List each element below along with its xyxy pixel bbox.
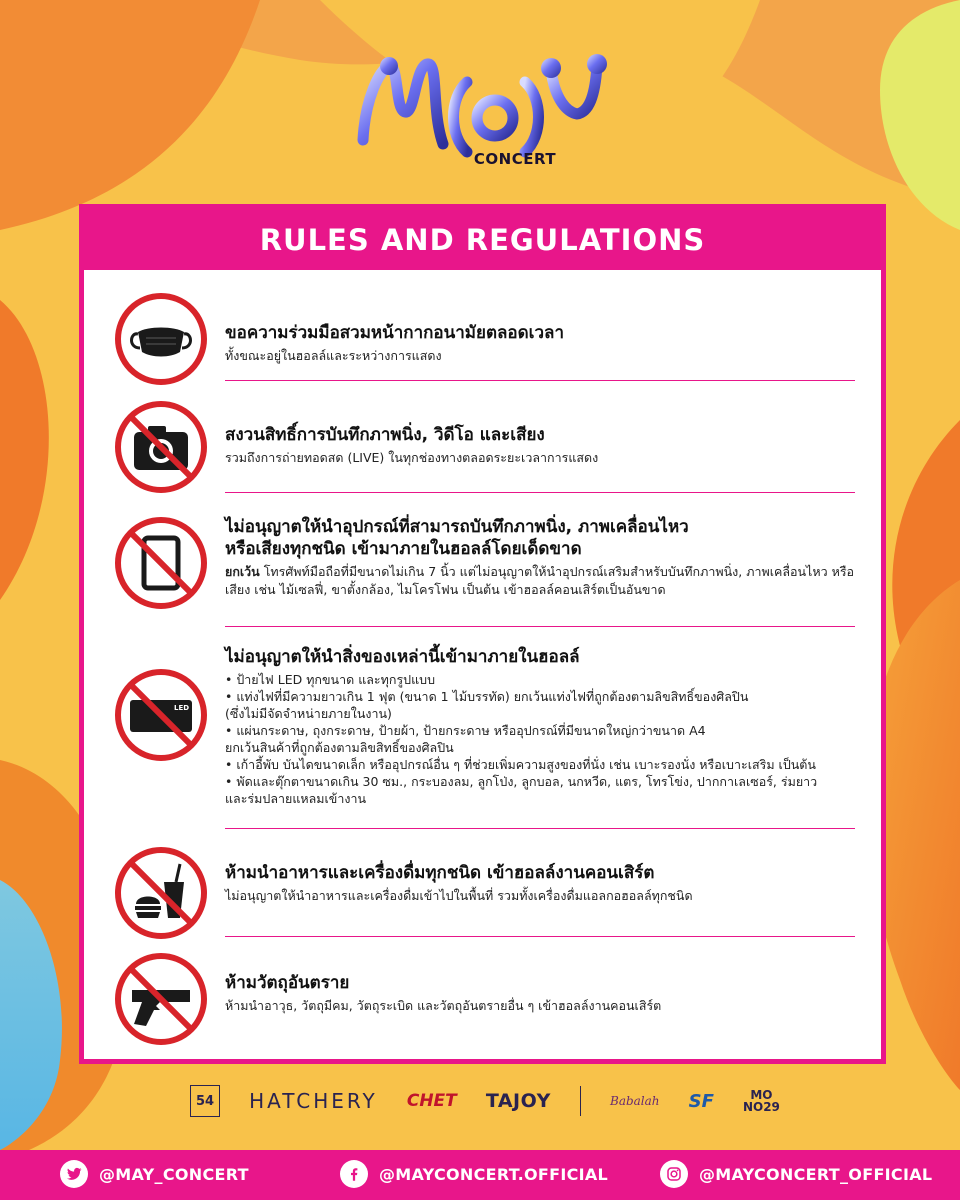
rule-description: ห้ามนำอาวุธ, วัตถุมีคม, วัตถุระเบิด และวัตถุอันตรายอื่น ๆ เข้าฮอลล์งานคอนเสิร์ต xyxy=(225,998,662,1013)
list-item: • พัดและตุ๊กตาขนาดเกิน 30 ซม., กระบองลม, ลูกโป่ง, ลูกบอล, นกหวีด, แตร, โทรโข่ง, ปากกาเลเซอร์, ร่มยาว และร่มปลายแหลมเข้างาน xyxy=(225,774,818,806)
rule-description: รวมถึงการถ่ายทอดสด (LIVE) ในทุกช่องทางตลอดระยะเวลาการแสดง xyxy=(225,450,599,465)
led-icon-label: LED xyxy=(174,704,190,712)
sponsor-hatchery-logo: HATCHERY xyxy=(249,1089,378,1113)
rule-description: ทั้งขณะอยู่ในฮอลล์และระหว่างการแสดง xyxy=(225,348,442,363)
rules-card xyxy=(79,204,886,1064)
sponsor-54-logo: 54 xyxy=(190,1085,220,1117)
rule-text xyxy=(225,862,861,905)
list-item: • แท่งไฟที่มีความยาวเกิน 1 ฟุต (ขนาด 1 ไม้บรรทัด) ยกเว้นแท่งไฟที่ถูกต้องตามลิขสิทธิ์ของศิลปิน (ซึ่งไม่มีจัดจำหน่ายภายในงาน) xyxy=(225,689,749,721)
sponsor-chet-logo: CHET xyxy=(406,1091,457,1111)
rule-title: ห้ามนำอาหารและเครื่องดื่มทุกชนิด เข้าฮอลล์งานคอนเสิร์ต xyxy=(225,863,655,883)
divider xyxy=(225,492,855,493)
list-item: • ป้ายไฟ LED ทุกขนาด และทุกรูปแบบ xyxy=(225,672,436,687)
no-tablet-icon xyxy=(114,516,208,610)
divider xyxy=(225,626,855,627)
mono-bottom: NO29 xyxy=(742,1100,780,1114)
rule-text xyxy=(225,516,861,599)
logo-subtitle: CONCERT xyxy=(473,150,557,168)
rule-title: ไม่อนุญาตให้นำอุปกรณ์ที่สามารถบันทึกภาพนิ่ง, ภาพเคลื่อนไหว หรือเสียงทุกชนิด เข้ามาภายในฮอลล์โดยเด็ดขาด xyxy=(225,517,689,559)
rule-exception-label: ยกเว้น xyxy=(225,564,260,579)
twitter-icon xyxy=(60,1160,88,1188)
sponsor-sf-logo: SF xyxy=(688,1090,714,1112)
facebook-icon xyxy=(340,1160,368,1188)
divider xyxy=(225,936,855,937)
sponsor-divider xyxy=(580,1086,581,1116)
rule-exception-text: โทรศัพท์มือถือที่มีขนาดไม่เกิน 7 นิ้ว แต่ไม่อนุญาตให้นำอุปกรณ์เสริมสำหรับบันทึกภาพนิ่ง, ภาพเคลื่อนไหว หรือเสียง เช่น ไม้เซลฟี่, ขาตั้งกล้อง, ไมโครโฟน เป็นต้น เข้าฮอลล์คอนเสิร์ตเป็นอันขาด xyxy=(225,564,855,597)
rule-title: สงวนสิทธิ์การบันทึกภาพนิ่ง, วิดีโอ และเสียง xyxy=(225,425,545,445)
sponsor-babalah-logo: Babalah xyxy=(610,1094,660,1108)
instagram-handle: @MAYCONCERT_OFFICIAL xyxy=(699,1164,933,1184)
no-led-sign-icon xyxy=(114,668,208,762)
rule-text xyxy=(225,322,861,365)
rule-description xyxy=(225,563,861,599)
rules-card-title: RULES AND REGULATIONS xyxy=(259,222,706,257)
twitter-handle: @MAY_CONCERT xyxy=(99,1164,249,1184)
rules-list xyxy=(84,270,881,1059)
rule-title: ขอความร่วมมือสวมหน้ากากอนามัยตลอดเวลา xyxy=(225,323,565,343)
facebook-link[interactable] xyxy=(340,1160,608,1188)
twitter-link[interactable] xyxy=(60,1160,249,1188)
rule-title: ไม่อนุญาตให้นำสิ่งของเหล่านี้เข้ามาภายในฮอลล์ xyxy=(225,647,580,667)
instagram-icon xyxy=(660,1160,688,1188)
rule-title: ห้ามวัตถุอันตราย xyxy=(225,973,350,993)
list-item: • เก้าอี้พับ บันไดขนาดเล็ก หรืออุปกรณ์อื่น ๆ ที่ช่วยเพิ่มความสูงของที่นั่ง เช่น เบาะรองนั่ง หรือเบาะเสริม เป็นต้น xyxy=(225,757,816,772)
list-item: • แผ่นกระดาษ, ถุงกระดาษ, ป้ายผ้า, ป้ายกระดาษ หรืออุปกรณ์ที่มีขนาดใหญ่กว่าขนาด A4 ยกเว้นสินค้าที่ถูกต้องตามลิขสิทธิ์ของศิลปิน xyxy=(225,723,706,755)
divider xyxy=(225,380,855,381)
rule-text xyxy=(225,972,861,1015)
sponsor-logos xyxy=(190,1080,780,1122)
rule-text xyxy=(225,646,861,807)
rule-description: ไม่อนุญาตให้นำอาหารและเครื่องดื่มเข้าไปในพื้นที่ รวมทั้งเครื่องดื่มแอลกอฮอลล์ทุกชนิด xyxy=(225,888,693,903)
no-food-drink-icon xyxy=(114,846,208,940)
no-mask-icon xyxy=(114,292,208,386)
banned-items-list xyxy=(225,671,861,807)
sponsor-mono29-logo xyxy=(743,1089,780,1113)
no-weapon-icon xyxy=(114,952,208,1046)
facebook-handle: @MAYCONCERT.OFFICIAL xyxy=(379,1164,609,1184)
no-camera-icon xyxy=(114,400,208,494)
divider xyxy=(225,828,855,829)
mono-top: MO xyxy=(750,1088,773,1102)
instagram-link[interactable] xyxy=(660,1160,932,1188)
sponsor-tajoy-logo: TAJOY xyxy=(485,1090,551,1112)
social-footer xyxy=(0,1150,960,1200)
rule-text xyxy=(225,424,861,467)
